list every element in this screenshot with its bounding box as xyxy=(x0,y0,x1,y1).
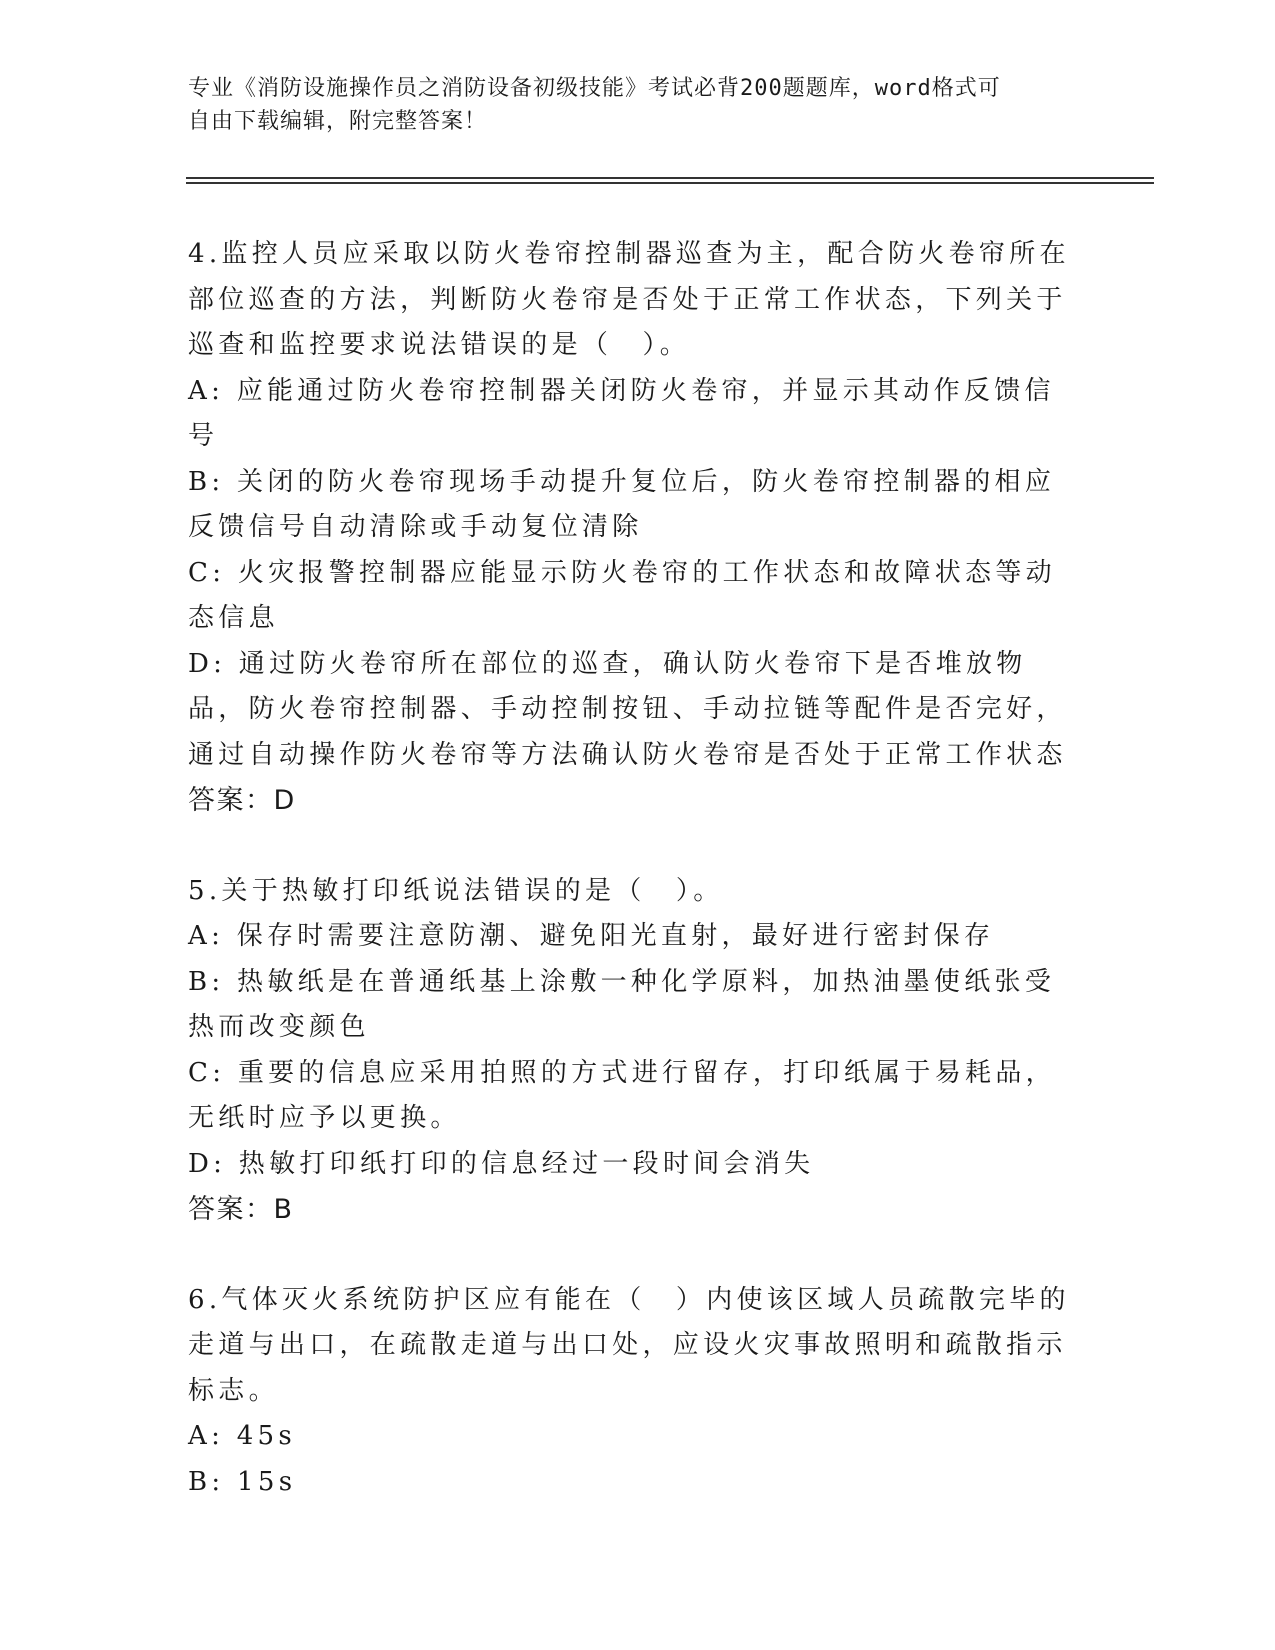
question-stem: 6.气体灭火系统防护区应有能在（ ）内使该区域人员疏散完毕的走道与出口，在疏散走道与出口处，应设火灾事故照明和疏散指示标志。 xyxy=(188,1284,1070,1406)
option-b: B: 热敏纸是在普通纸基上涂敷一种化学原料，加热油墨使纸张受热而改变颜色 xyxy=(188,966,1056,1042)
question-list xyxy=(188,232,1078,1550)
option-b: B: 15s xyxy=(188,1466,297,1497)
option-b: B: 关闭的防火卷帘现场手动提升复位后，防火卷帘控制器的相应反馈信号自动清除或手动复位清除 xyxy=(188,466,1056,542)
header-divider-top xyxy=(186,177,1154,179)
option-d: D: 热敏打印纸打印的信息经过一段时间会消失 xyxy=(188,1148,815,1179)
option-a: A: 应能通过防火卷帘控制器关闭防火卷帘，并显示其动作反馈信号 xyxy=(188,375,1055,451)
question-4 xyxy=(188,232,1078,824)
option-d: D: 通过防火卷帘所在部位的巡查，确认防火卷帘下是否堆放物品，防火卷帘控制器、手动控制按钮、手动拉链等配件是否完好，通过自动操作防火卷帘等方法确认防火卷帘是否处于正常工作状态 xyxy=(188,648,1067,770)
option-c: C: 火灾报警控制器应能显示防火卷帘的工作状态和故障状态等动态信息 xyxy=(188,557,1056,633)
question-5 xyxy=(188,869,1078,1233)
header-title-line-2: 自由下载编辑，附完整答案！ xyxy=(188,109,488,134)
option-c: C: 重要的信息应采用拍照的方式进行留存，打印纸属于易耗品，无纸时应予以更换。 xyxy=(188,1057,1056,1133)
header-divider-bottom xyxy=(186,182,1154,184)
option-a: A: 保存时需要注意防潮、避免阳光直射，最好进行密封保存 xyxy=(188,921,995,951)
header-title-line-1: 专业《消防设施操作员之消防设备初级技能》考试必背200题题库，word格式可 xyxy=(188,76,1001,101)
question-stem: 5.关于热敏打印纸说法错误的是（ ）。 xyxy=(188,875,724,906)
document-header xyxy=(188,72,1088,138)
option-a: A: 45s xyxy=(188,1421,297,1451)
answer-label: 答案：D xyxy=(188,785,296,816)
answer-label: 答案：B xyxy=(188,1194,294,1225)
question-stem: 4.监控人员应采取以防火卷帘控制器巡查为主，配合防火卷帘所在部位巡查的方法，判断防火卷帘是否处于正常工作状态，下列关于巡查和监控要求说法错误的是（ ）。 xyxy=(188,239,1070,360)
question-6 xyxy=(188,1278,1078,1506)
